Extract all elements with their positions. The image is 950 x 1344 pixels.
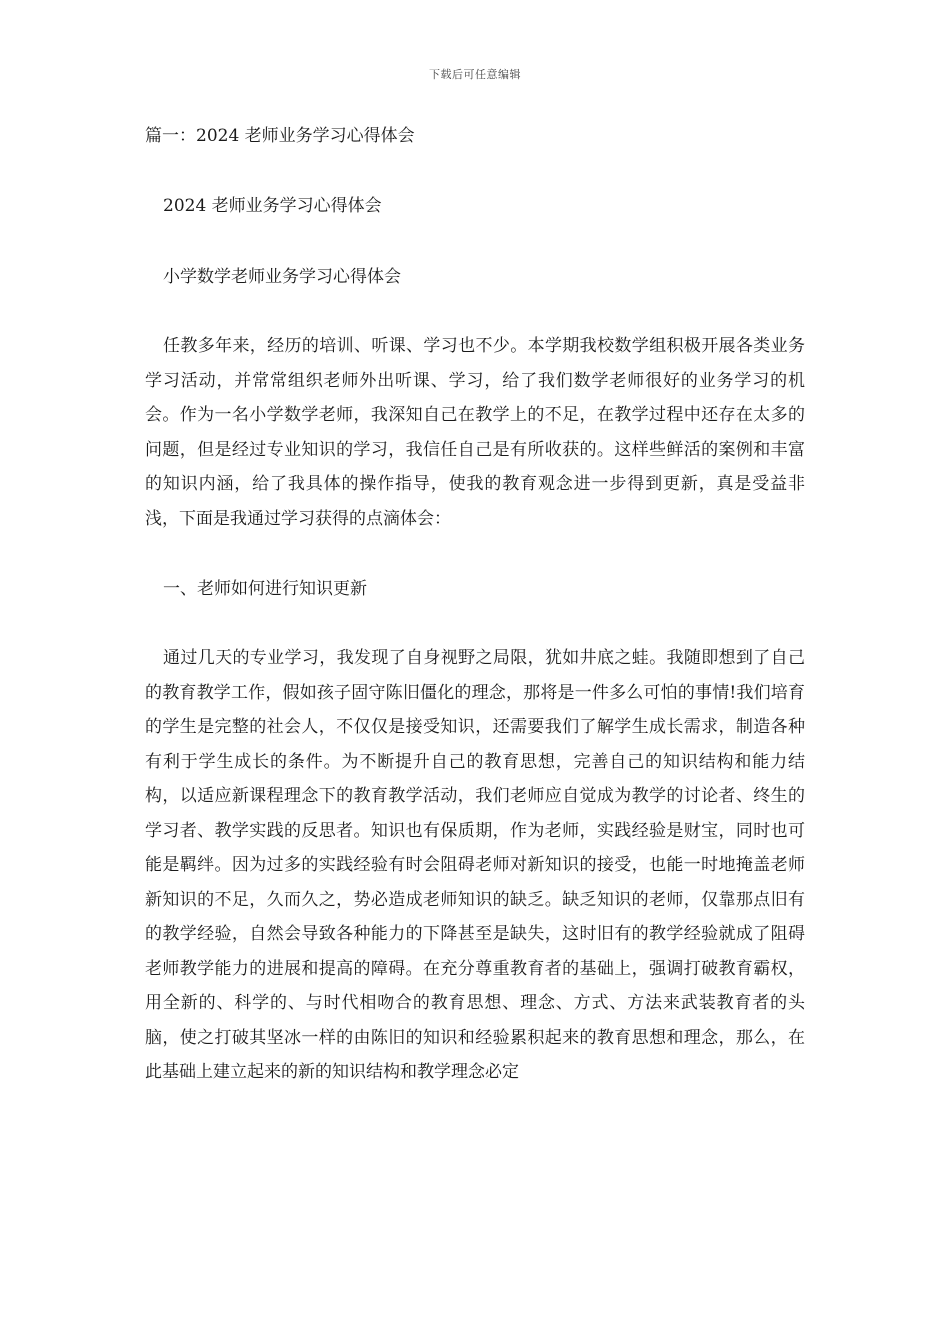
section-title: 篇一：2024 老师业务学习心得体会 [145,126,415,146]
body-paragraph: 通过几天的专业学习，我发现了自身视野之局限，犹如井底之蛙。我随即想到了自己的教育教学工作，假如孩子固守陈旧僵化的理念，那将是一件多么可怕的事情!我们培育的学生是完整的社会人，不仅仅是接受知识，还需要我们了解学生成长需求，制造各种有利于学生成长的条件。为不断提升自己的教育思想，完善自己的知识结构和能力结构，以适应新课程理念下的教育教学活动，我们老师应自觉成为教学的讨论者、终生的学习者、教学实践的反思者。知识也有保质期，作为老师，实践经验是财宝，同时也可能是羁绊。因为过多的实践经验有时会阻碍老师对新知识的接受，也能一时地掩盖老师新知识的不足，久而久之，势必造成老师知识的缺乏。缺乏知识的老师，仅靠那点旧有的教学经验，自然会导致各种能力的下降甚至是缺失，这时旧有的教学经验就成了阻碍老师教学能力的进展和提高的障碍。在充分尊重教育者的基础上，强调打破教育霸权，用全新的、科学的、与时代相吻合的教育思想、理念、方式、方法来武装教育者的头脑，使之打破其坚冰一样的由陈旧的知识和经验累积起来的教育思想和理念，那么，在此基础上建立起来的新的知识结构和教学理念必定 [145,648,805,1082]
document-body [145,122,805,1090]
intro-paragraph: 任教多年来，经历的培训、听课、学习也不少。本学期我校数学组积极开展各类业务学习活动，并常常组织老师外出听课、学习，给了我们数学老师很好的业务学习的机会。作为一名小学数学老师，我深知自己在教学上的不足，在教学过程中还存在太多的问题，但是经过专业知识的学习，我信任自己是有所收获的。这样些鲜活的案例和丰富的知识内涵，给了我具体的操作指导，使我的教育观念进一步得到更新，真是受益非浅，下面是我通过学习获得的点滴体会： [145,336,805,529]
heading-one: 一、老师如何进行知识更新 [163,579,367,599]
document-subtitle: 小学数学老师业务学习心得体会 [163,267,401,287]
document-title: 2024 老师业务学习心得体会 [163,196,382,216]
header-note: 下载后可任意编辑 [429,68,521,81]
